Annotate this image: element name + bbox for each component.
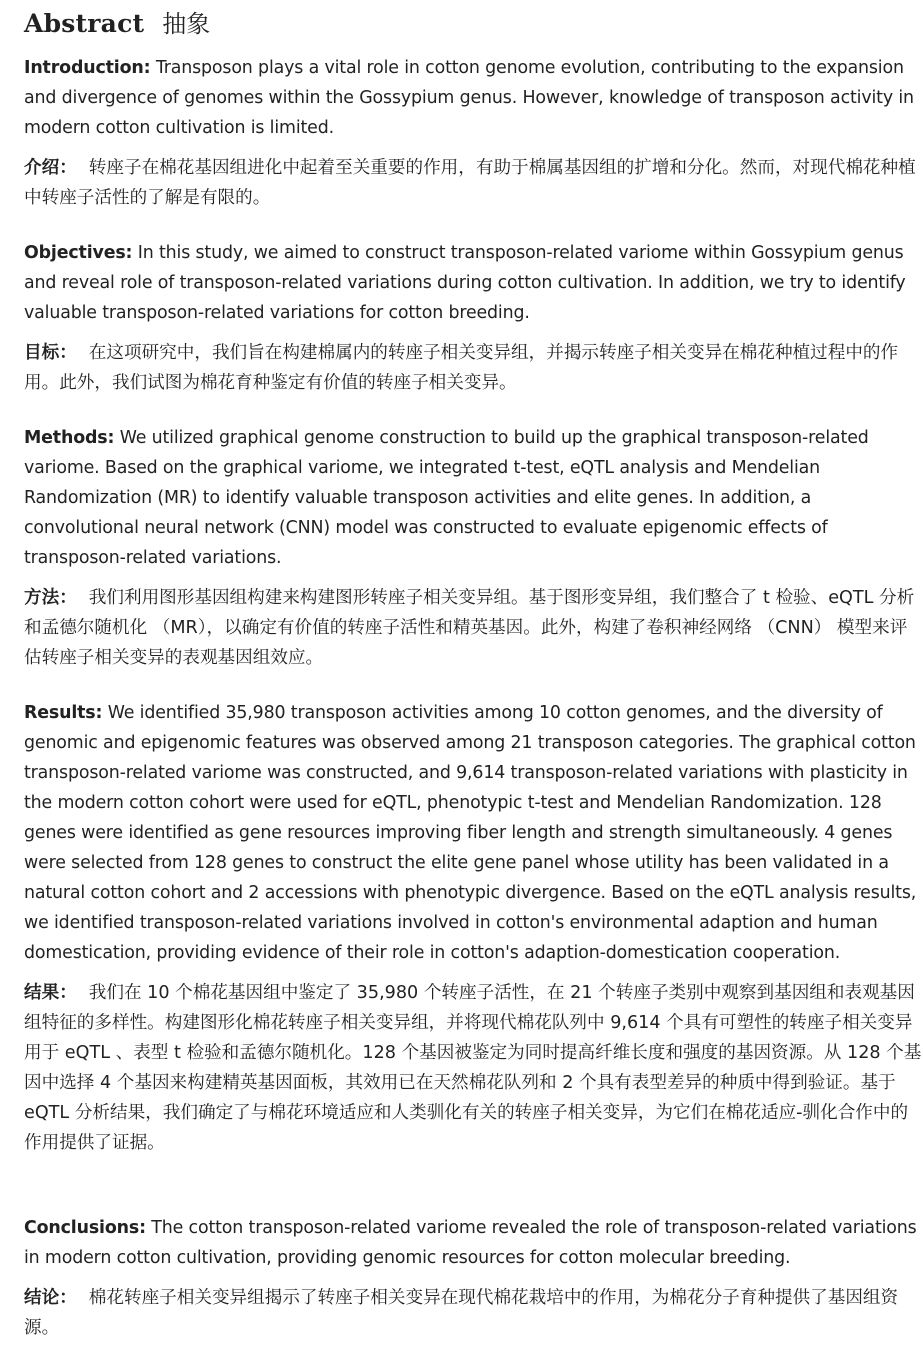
methods-text-chinese: 我们利用图形基因组构建来构建图形转座子相关变异组。基于图形变异组，我们整合了 t 检验、eQTL 分析和孟德尔随机化 （MR），以确定有价值的转座子活性和精英基因。此外，构建了卷积神经网络 （CNN） 模型来评估转座子相关变异的表观基因组效应。 — [24, 588, 915, 668]
objectives-chinese — [24, 338, 923, 398]
objectives-text-chinese: 在这项研究中，我们旨在构建棉属内的转座子相关变异组，并揭示转座子相关变异在棉花种植过程中的作用。此外，我们试图为棉花育种鉴定有价值的转座子相关变异。 — [24, 343, 899, 393]
objectives-english — [24, 238, 923, 328]
results-english — [24, 698, 923, 968]
heading-chinese: 抽象 — [162, 10, 211, 38]
introduction-text-english: Transposon plays a vital role in cotton genome evolution, contributing to the expansion and divergence of genomes within the Gossypium genus. However, knowledge of transposon activity in modern cotton cultivation is limited. — [24, 58, 914, 138]
methods-label-english: Methods: — [24, 428, 115, 448]
results-text-chinese: 我们在 10 个棉花基因组中鉴定了 35,980 个转座子活性，在 21 个转座子类别中观察到基因组和表观基因组特征的多样性。构建图形化棉花转座子相关变异组，并将现代棉花队列中 9,614 个具有可塑性的转座子相关变异用于 eQTL 、表型 t 检验和孟德尔随机化。128 个基因被鉴定为同时提高纤维长度和强度的基因资源。从 128 个基因中选择 4 个基因来构建精英基因面板，其效用已在天然棉花队列和 2 个具有表型差异的种质中得到验证。基于 eQTL 分析结果，我们确定了与棉花环境适应和人类驯化有关的转座子相关变异，为它们在棉花适应-驯化合作中的作用提供了证据。 — [24, 983, 922, 1153]
introduction-english — [24, 53, 923, 143]
conclusions-label-english: Conclusions: — [24, 1218, 146, 1238]
section-introduction — [24, 53, 923, 213]
methods-text-english: We utilized graphical genome construction to build up the graphical transposon-related variome. Based on the graphical variome, we integrated t-test, eQTL analysis and Mendelian Randomization (MR) to identify valuable transposon activities and elite genes. In addition, a convolutional neural network (CNN) model was constructed to evaluate epigenomic effects of transposon-related variations. — [24, 428, 869, 568]
conclusions-english — [24, 1213, 923, 1273]
conclusions-label-chinese: 结论： — [24, 1288, 77, 1308]
objectives-label-english: Objectives: — [24, 243, 133, 263]
results-text-english: We identified 35,980 transposon activities among 10 cotton genomes, and the diversity of genomic and epigenomic features was observed among 21 transposon categories. The graphical cotton transposon-related variome was constructed, and 9,614 transposon-related variations with plasticity in the modern cotton cohort were used for eQTL, phenotypic t-test and Mendelian Randomization. 128 genes were identified as gene resources improving fiber length and strength simultaneously. 4 genes were selected from 128 genes to construct the elite gene panel whose utility has been validated in a natural cotton cohort and 2 accessions with phenotypic divergence. Based on the eQTL analysis results, we identified transposon-related variations involved in cotton's environmental adaption and human domestication, providing evidence of their role in cotton's adaption-domestication cooperation. — [24, 703, 917, 963]
section-methods — [24, 423, 923, 673]
results-chinese — [24, 978, 923, 1158]
methods-english — [24, 423, 923, 573]
conclusions-chinese — [24, 1283, 923, 1343]
introduction-text-chinese: 转座子在棉花基因组进化中起着至关重要的作用，有助于棉属基因组的扩增和分化。然而，对现代棉花种植中转座子活性的了解是有限的。 — [24, 158, 916, 208]
methods-chinese — [24, 583, 923, 673]
methods-label-chinese: 方法： — [24, 588, 77, 608]
results-label-chinese: 结果： — [24, 983, 77, 1003]
abstract-heading — [24, 4, 210, 38]
introduction-label-chinese: 介绍： — [24, 158, 77, 178]
section-objectives — [24, 238, 923, 398]
objectives-label-chinese: 目标： — [24, 343, 77, 363]
conclusions-text-chinese: 棉花转座子相关变异组揭示了转座子相关变异在现代棉花栽培中的作用，为棉花分子育种提供了基因组资源。 — [24, 1288, 899, 1338]
results-label-english: Results: — [24, 703, 103, 723]
section-conclusions — [24, 1213, 923, 1343]
heading-english: Abstract — [24, 9, 145, 38]
conclusions-text-english: The cotton transposon-related variome revealed the role of transposon-related variations in modern cotton cultivation, providing genomic resources for cotton molecular breeding. — [24, 1218, 917, 1268]
introduction-chinese — [24, 153, 923, 213]
introduction-label-english: Introduction: — [24, 58, 151, 78]
section-results — [24, 698, 923, 1158]
objectives-text-english: In this study, we aimed to construct transposon-related variome within Gossypium genus and reveal role of transposon-related variations during cotton cultivation. In addition, we try to identify valuable transposon-related variations for cotton breeding. — [24, 243, 906, 323]
